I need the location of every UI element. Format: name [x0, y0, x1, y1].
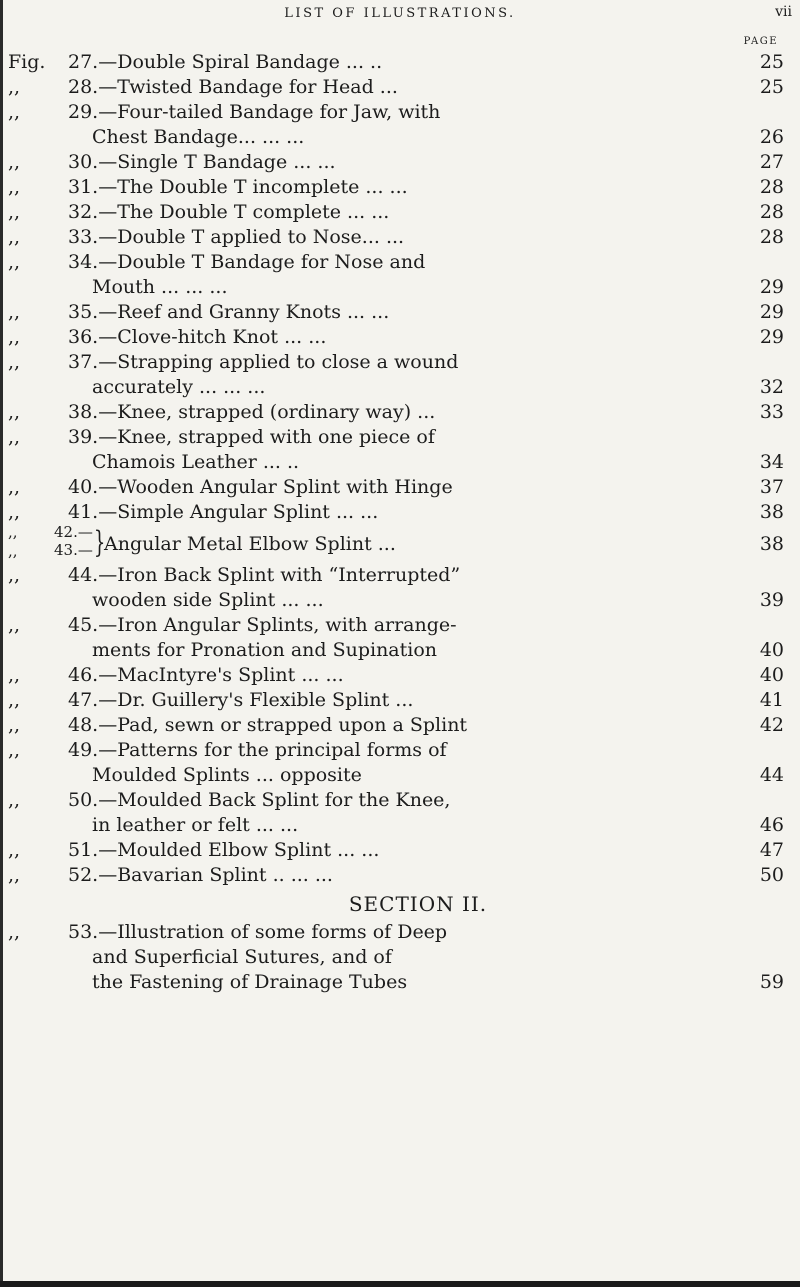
page-number: 40: [759, 664, 784, 686]
ditto-mark: ,,: [8, 101, 21, 123]
page-number: 38: [759, 501, 784, 523]
running-title: LIST OF ILLUSTRATIONS.: [284, 6, 516, 21]
entry-text: 51.—Moulded Elbow Splint ... ...: [68, 839, 380, 861]
list-item: [8, 588, 798, 613]
page-number: 27: [759, 151, 784, 173]
page-bottom-edge: [0, 1281, 800, 1287]
list-item: [8, 350, 798, 375]
ditto-mark: ,,: [8, 201, 21, 223]
list-item: [8, 100, 798, 125]
page-number: 37: [759, 476, 784, 498]
entry-text: 40.—Wooden Angular Splint with Hinge: [68, 476, 453, 498]
page-number: 41: [759, 689, 784, 711]
list-item: [8, 225, 798, 250]
list-item: [8, 300, 798, 325]
list-item: [8, 525, 798, 563]
page-number: 28: [759, 201, 784, 223]
list-item: [8, 738, 798, 763]
entry-text: 28.—Twisted Bandage for Head ...: [68, 76, 398, 98]
page-column-label: PAGE: [743, 36, 778, 47]
ditto-mark: ,,: [8, 664, 21, 686]
figure-number: 43.—: [54, 541, 93, 559]
ditto-mark: ,,: [8, 523, 18, 541]
list-item: [8, 250, 798, 275]
page-number: 29: [759, 301, 784, 323]
entry-text: 39.—Knee, strapped with one piece of: [68, 426, 435, 448]
entry-text: Moulded Splints ... opposite: [92, 764, 362, 786]
list-item: [8, 425, 798, 450]
ditto-mark: ,,: [8, 251, 21, 273]
ditto-mark: ,,: [8, 301, 21, 323]
ditto-mark: ,,: [8, 76, 21, 98]
entry-text: 49.—Patterns for the principal forms of: [68, 739, 447, 761]
list-item: [8, 275, 798, 300]
ditto-mark: ,,: [8, 921, 21, 943]
list-item: [8, 613, 798, 638]
ditto-mark: ,,: [8, 789, 21, 811]
entry-text: Chamois Leather ... ..: [92, 451, 300, 473]
ditto-mark: ,,: [8, 226, 21, 248]
list-item: [8, 713, 798, 738]
page-number: 33: [759, 401, 784, 423]
list-item: [8, 688, 798, 713]
page-number: 46: [759, 814, 784, 836]
page-number: 28: [759, 226, 784, 248]
entry-text: 52.—Bavarian Splint .. ... ...: [68, 864, 333, 886]
list-item: [8, 450, 798, 475]
list-item: [8, 150, 798, 175]
entry-text: 29.—Four-tailed Bandage for Jaw, with: [68, 101, 441, 123]
ditto-mark: ,,: [8, 542, 18, 560]
page-number: 26: [759, 126, 784, 148]
page-number: 42: [759, 714, 784, 736]
list-item: [8, 500, 798, 525]
list-item: [8, 763, 798, 788]
entry-text: 50.—Moulded Back Splint for the Knee,: [68, 789, 451, 811]
ditto-mark: ,,: [8, 176, 21, 198]
list-item: [8, 563, 798, 588]
ditto-mark: ,,: [8, 689, 21, 711]
page-number: 40: [759, 639, 784, 661]
page-number: 25: [759, 51, 784, 73]
page-number: 25: [759, 76, 784, 98]
fig-label: Fig.: [8, 51, 46, 73]
entry-text: and Superficial Sutures, and of: [92, 946, 392, 968]
entry-text: 30.—Single T Bandage ... ...: [68, 151, 336, 173]
ditto-mark: ,,: [8, 839, 21, 861]
entry-text: Mouth ... ... ...: [92, 276, 228, 298]
list-item: [8, 638, 798, 663]
ditto-mark: ,,: [8, 351, 21, 373]
page-binding-edge: [0, 0, 3, 1287]
list-item: [8, 970, 798, 995]
illustrations-list: [8, 50, 798, 995]
entry-text: Chest Bandage... ... ...: [92, 126, 305, 148]
ditto-mark: ,,: [8, 401, 21, 423]
entry-text: 46.—MacIntyre's Splint ... ...: [68, 664, 344, 686]
entry-text: 33.—Double T applied to Nose... ...: [68, 226, 405, 248]
entry-text: 37.—Strapping applied to close a wound: [68, 351, 459, 373]
list-item: [8, 125, 798, 150]
entry-text: 45.—Iron Angular Splints, with arrange-: [68, 614, 457, 636]
list-item: [8, 200, 798, 225]
list-item: [8, 920, 798, 945]
ditto-mark: ,,: [8, 614, 21, 636]
page-number: 29: [759, 326, 784, 348]
entry-text: 53.—Illustration of some forms of Deep: [68, 921, 448, 943]
page-number: 39: [759, 589, 784, 611]
section-heading: SECTION II.: [348, 892, 488, 916]
entry-text: 35.—Reef and Granny Knots ... ...: [68, 301, 390, 323]
entry-text: ments for Pronation and Supination: [92, 639, 438, 661]
entry-text: 47.—Dr. Guillery's Flexible Splint ...: [68, 689, 414, 711]
page-number: 47: [759, 839, 784, 861]
entry-text: 34.—Double T Bandage for Nose and: [68, 251, 426, 273]
page-number: 38: [759, 533, 784, 555]
ditto-mark: ,,: [8, 426, 21, 448]
ditto-mark: ,,: [8, 476, 21, 498]
list-item: [8, 325, 798, 350]
list-item: [8, 663, 798, 688]
figure-number: 42.—: [54, 523, 93, 541]
list-item: [8, 788, 798, 813]
entry-text: 38.—Knee, strapped (ordinary way) ...: [68, 401, 436, 423]
list-item: [8, 50, 798, 75]
list-item: [8, 375, 798, 400]
list-item: [8, 813, 798, 838]
entry-text: accurately ... ... ...: [92, 376, 266, 398]
brace-glyph: }: [93, 525, 106, 560]
entry-text: wooden side Splint ... ...: [92, 589, 324, 611]
page-number: 44: [759, 764, 784, 786]
page-folio: vii: [775, 4, 792, 20]
list-item: [8, 838, 798, 863]
entry-text: 31.—The Double T incomplete ... ...: [68, 176, 408, 198]
ditto-mark: ,,: [8, 501, 21, 523]
list-item: [8, 475, 798, 500]
ditto-mark: ,,: [8, 864, 21, 886]
entry-text: 44.—Iron Back Splint with “Interrupted”: [68, 564, 461, 586]
entry-text: 36.—Clove-hitch Knot ... ...: [68, 326, 327, 348]
list-item: [8, 945, 798, 970]
page-number: 29: [759, 276, 784, 298]
entry-text: the Fastening of Drainage Tubes: [92, 971, 408, 993]
page-number: 50: [759, 864, 784, 886]
list-item: [8, 175, 798, 200]
entry-text: 32.—The Double T complete ... ...: [68, 201, 390, 223]
running-head: [0, 4, 800, 30]
list-item: [8, 75, 798, 100]
page-number: 28: [759, 176, 784, 198]
page-number: 34: [759, 451, 784, 473]
ditto-mark: ,,: [8, 739, 21, 761]
page-number: 59: [759, 971, 784, 993]
entry-text: in leather or felt ... ...: [92, 814, 299, 836]
entry-text: 27.—Double Spiral Bandage ... ..: [68, 51, 383, 73]
page-number: 32: [759, 376, 784, 398]
list-item: [8, 863, 798, 888]
ditto-mark: ,,: [8, 714, 21, 736]
entry-text: Angular Metal Elbow Splint ...: [104, 533, 396, 555]
ditto-mark: ,,: [8, 326, 21, 348]
ditto-mark: ,,: [8, 564, 21, 586]
ditto-mark: ,,: [8, 151, 21, 173]
entry-text: 41.—Simple Angular Splint ... ...: [68, 501, 379, 523]
list-item: [8, 400, 798, 425]
entry-text: 48.—Pad, sewn or strapped upon a Splint: [68, 714, 468, 736]
